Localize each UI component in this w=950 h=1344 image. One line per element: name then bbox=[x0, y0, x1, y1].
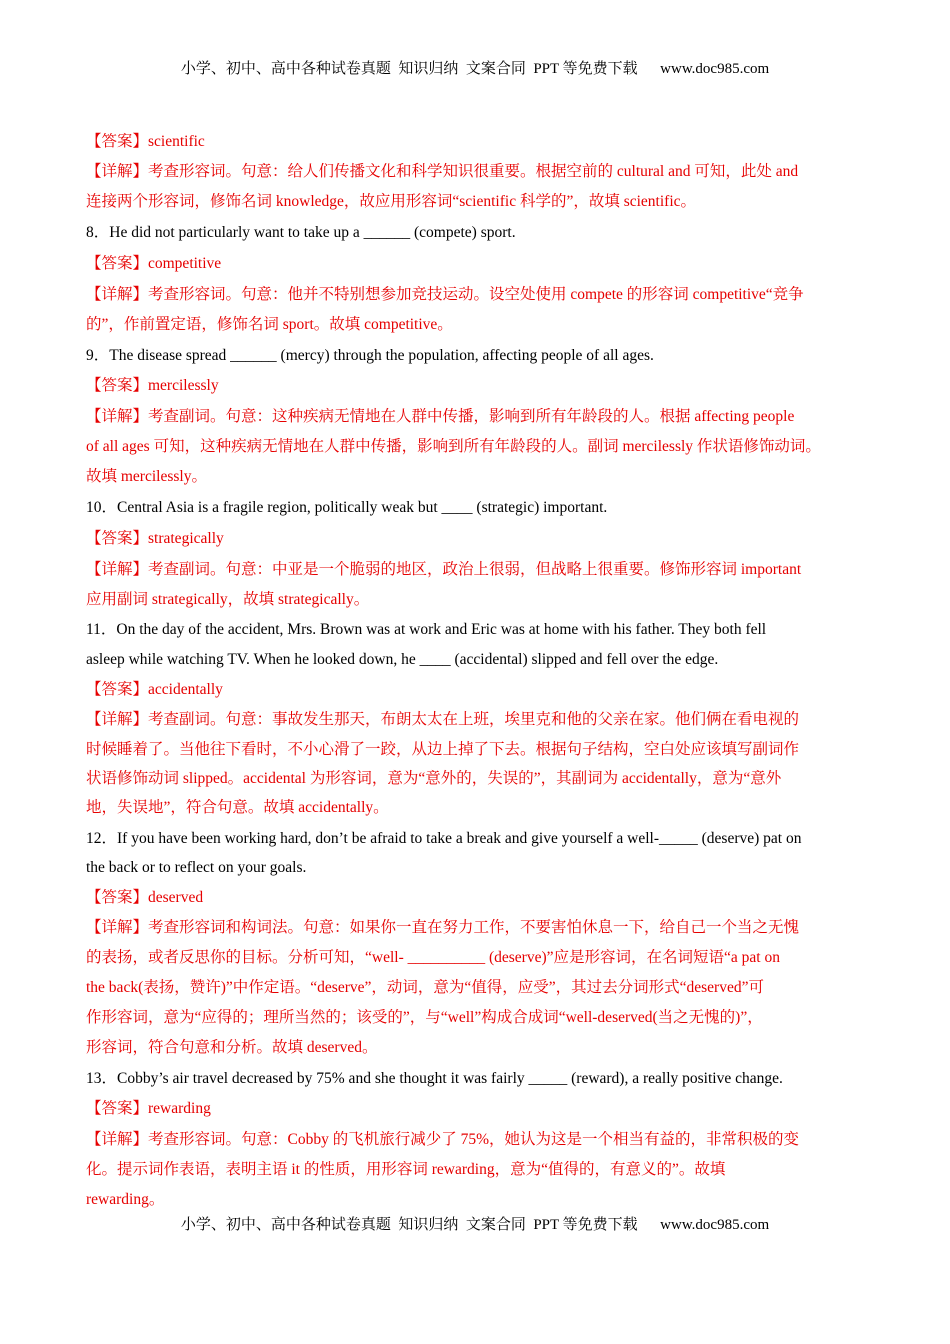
answer-line: 的表扬，或者反思你的目标。分析可知，“well- __________ (deserve)”应是形容词，在名词短语“a pat on bbox=[86, 949, 780, 966]
question-line: 11．On the day of the accident, Mrs. Brown was at work and Eric was at home with his father. They both fell bbox=[86, 621, 767, 638]
answer-line: the back(表扬，赞许)”中作定语。“deserve”，动词，意为“值得，应受”，其过去分词形式“deserved”可 bbox=[86, 979, 764, 996]
question-line: 10．Central Asia is a fragile region, politically weak but ____ (strategic) important. bbox=[86, 499, 608, 516]
answer-line: 【详解】考查副词。句意：事故发生那天，布朗太太在上班，埃里克和他的父亲在家。他们俩在看电视的 bbox=[86, 711, 800, 728]
answer-line: 【答案】rewarding bbox=[86, 1100, 211, 1117]
answer-line: 作形容词，意为“应得的；理所当然的；该受的”，与“well”构成合成词“well-deserved(当之无愧的)”， bbox=[86, 1009, 763, 1026]
answer-line: 【详解】考查形容词。句意：给人们传播文化和科学知识很重要。根据空前的 cultural and 可知，此处 and bbox=[86, 163, 799, 180]
question-line: the back or to reflect on your goals. bbox=[86, 859, 307, 876]
answer-line: 【答案】mercilessly bbox=[86, 377, 219, 394]
answer-line: 连接两个形容词，修饰名词 knowledge，故应用形容词“scientific 科学的”，故填 scientific。 bbox=[86, 193, 697, 210]
question-line: 13．Cobby’s air travel decreased by 75% and she thought it was fairly _____ (reward), a really positive change. bbox=[86, 1070, 783, 1087]
answer-line: 【详解】考查副词。句意：这种疾病无情地在人群中传播，影响到所有年龄段的人。根据 affecting people bbox=[86, 408, 795, 425]
question-line: 8．He did not particularly want to take up a ______ (compete) sport. bbox=[86, 224, 516, 241]
answer-line: 【答案】strategically bbox=[86, 530, 224, 547]
answer-line: 状语修饰动词 slipped。accidental 为形容词，意为“意外的，失误的”，其副词为 accidentally，意为“意外 bbox=[86, 770, 782, 787]
answer-line: 【详解】考查形容词。句意：他并不特别想参加竞技运动。设空处使用 compete 的形容词 competitive“竞争 bbox=[86, 286, 804, 303]
answer-line: 应用副词 strategically，故填 strategically。 bbox=[86, 591, 370, 608]
answer-line: 形容词，符合句意和分析。故填 deserved。 bbox=[86, 1039, 378, 1056]
answer-line: 时候睡着了。当他往下看时，不小心滑了一跤，从边上掉了下去。根据句子结构，空白处应该填写副词作 bbox=[86, 741, 800, 758]
answer-line: 的”，作前置定语，修饰名词 sport。故填 competitive。 bbox=[86, 316, 453, 333]
question-line: 9．The disease spread ______ (mercy) through the population, affecting people of all ages. bbox=[86, 347, 654, 364]
answer-line: 故填 mercilessly。 bbox=[86, 468, 207, 485]
answer-line: 【详解】考查形容词和构词法。句意：如果你一直在努力工作，不要害怕休息一下，给自己一个当之无愧 bbox=[86, 919, 800, 936]
answer-line: 【答案】accidentally bbox=[86, 681, 223, 698]
question-line: 12．If you have been working hard, don’t be afraid to take a break and give yourself a well-_____ (deserve) pat on bbox=[86, 830, 802, 847]
answer-line: 地，失误地”，符合句意。故填 accidentally。 bbox=[86, 799, 389, 816]
answer-line: 【答案】scientific bbox=[86, 133, 205, 150]
page-header: 小学、初中、高中各种试卷真题 知识归纳 文案合同 PPT 等免费下载 www.doc985.com bbox=[180, 61, 770, 77]
answer-line: rewarding。 bbox=[86, 1191, 165, 1208]
answer-line: 【答案】competitive bbox=[86, 255, 222, 272]
answer-line: of all ages 可知，这种疾病无情地在人群中传播，影响到所有年龄段的人。副词 mercilessly 作状语修饰动词。 bbox=[86, 438, 821, 455]
page-footer: 小学、初中、高中各种试卷真题 知识归纳 文案合同 PPT 等免费下载 www.doc985.com bbox=[180, 1217, 770, 1233]
answer-line: 【详解】考查形容词。句意：Cobby 的飞机旅行减少了 75%，她认为这是一个相当有益的，非常积极的变 bbox=[86, 1131, 800, 1148]
answer-line: 【答案】deserved bbox=[86, 889, 204, 906]
question-line: asleep while watching TV. When he looked down, he ____ (accidental) slipped and fell over the edge. bbox=[86, 651, 719, 668]
answer-line: 【详解】考查副词。句意：中亚是一个脆弱的地区，政治上很弱，但战略上很重要。修饰形容词 important bbox=[86, 561, 802, 578]
answer-line: 化。提示词作表语，表明主语 it 的性质，用形容词 rewarding，意为“值得的，有意义的”。故填 bbox=[86, 1161, 726, 1178]
